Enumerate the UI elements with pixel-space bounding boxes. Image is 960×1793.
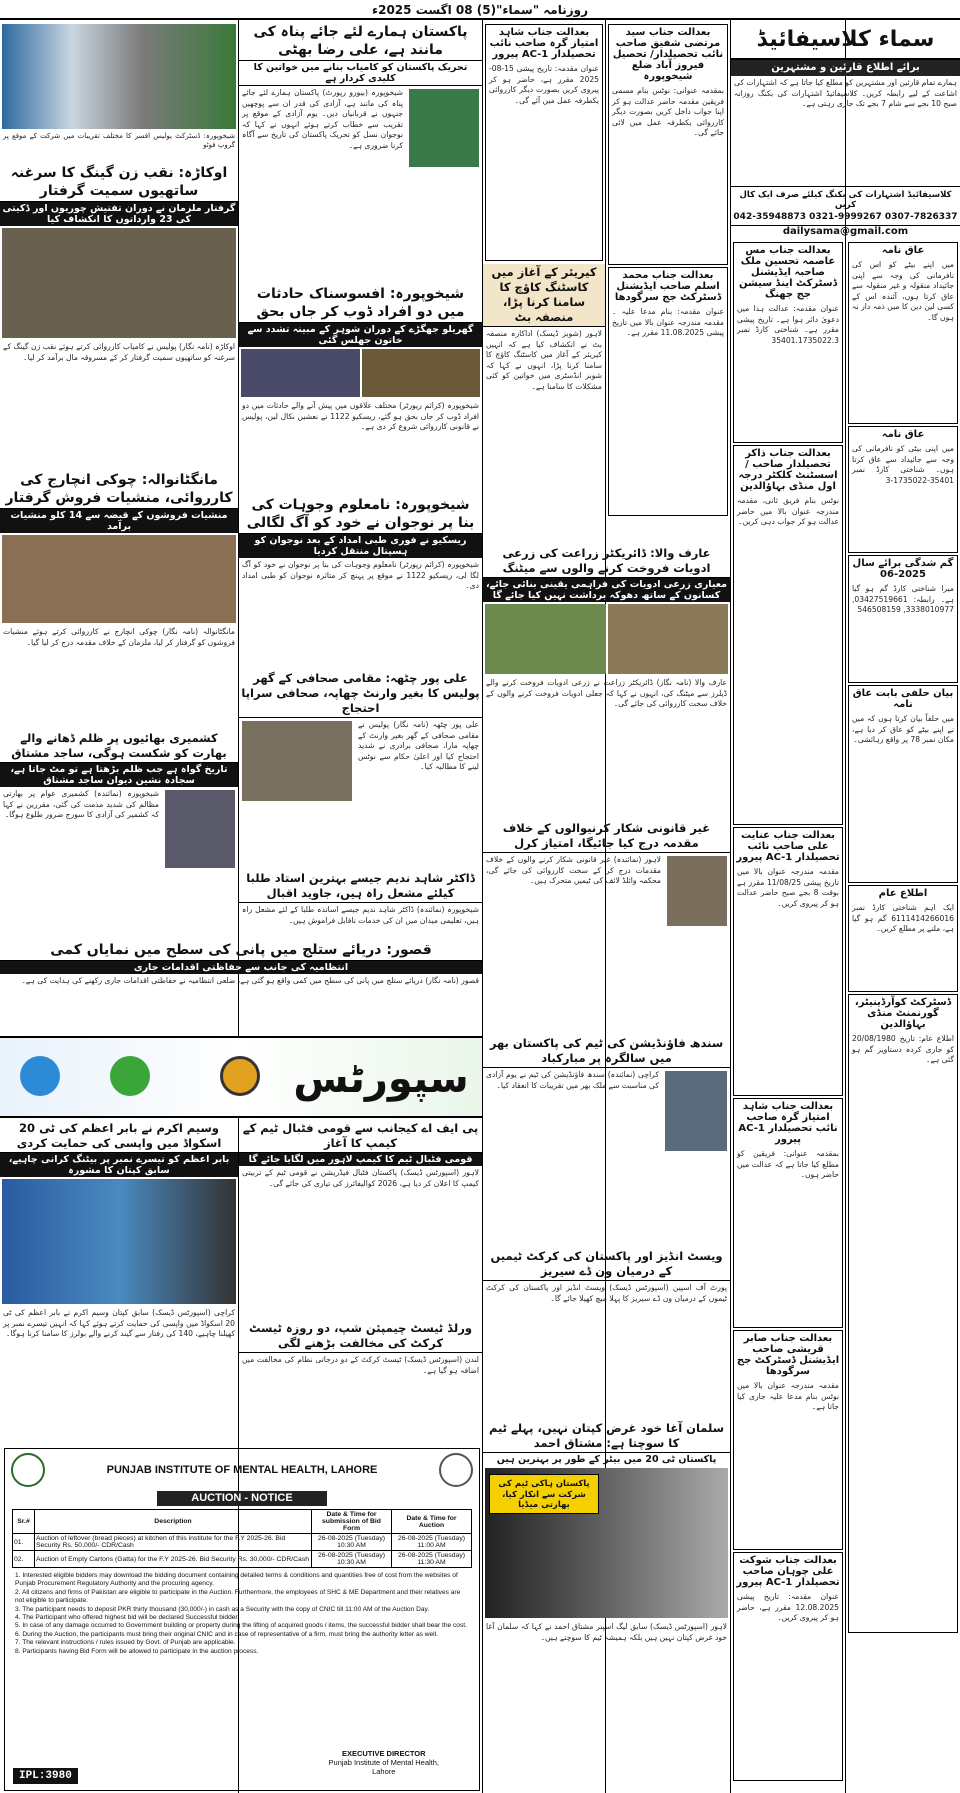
ipl-code: IPL:3980 (13, 1768, 78, 1784)
court-notice-body: عنوان مقدمہ: تاریخ پیشی 15-08-2025 مقرر ہے، حاضر ہو کر پیروی کریں بصورت دیگر کارروائی یکطرفہ عمل میں آئے گی۔ (489, 64, 599, 105)
headline: مانگٹانوالہ: چوکی انچارج کی کارروائی، منشیات فروش گرفتار (0, 470, 238, 509)
punjab-seal-icon (11, 1453, 45, 1487)
court-notice-title: بعدالت جناب عنایت علی صاحب نائب تحصیلدار AC-1 پیرور (736, 830, 840, 863)
article-westindies (483, 1248, 730, 1418)
headline: ویسٹ انڈیز اور پاکستان کی کرکٹ ٹیمیں کے درمیان ون ڈے سیریز (483, 1248, 730, 1281)
table-cell: 01. (13, 1534, 35, 1551)
subheadline: گرفتار ملزمان نے دوران تفتیش چوریوں اور ڈکیتی کی 23 وارداتوں کا انکشاف کیا (0, 202, 238, 226)
headline: سندھ فاؤنڈیشن کی ٹیم کی پاکستان بھر میں سالگرہ پر مبارکباد (483, 1035, 730, 1068)
headline: پاکستان ہمارے لئے جائے پناہ کی مانند ہے، علی رضا بھٹی (239, 22, 482, 61)
article-body: مانگٹانوالہ (نامہ نگار) چوکی انچارج نے کارروائی کرتے ہوئے منشیات فروشوں کو گرفتار کر لیا، ملزمان کے خلاف مقدمہ درج کر لیا گیا۔ (3, 627, 235, 647)
article-ali-raza (239, 22, 482, 284)
article-mangtanwala (0, 470, 238, 730)
table-cell: 26-08-2025 (Tuesday) 11:00 AM (392, 1534, 472, 1551)
court-notice-body: عنوان مقدمہ: بنام مدعا علیہ ۔ مقدمہ مندرجہ عنوان بالا میں تاریخ پیشی 11.08.2025 مقرر ہے۔ (612, 307, 724, 337)
news-photo (2, 228, 236, 338)
article-fire (239, 495, 482, 670)
auction-title: AUCTION - NOTICE (157, 1491, 327, 1506)
court-notice-title: بعدالت جناب شوکت علی چوہان صاحب تحصیلدار AC-1 پیرور (736, 1555, 840, 1588)
headline: ڈاکٹر شاہد ندیم جیسے بہترین استاد طلبا کیلئے مشعل راہ ہیں، جاوید اقبال (239, 870, 482, 903)
table-row (13, 1551, 472, 1568)
headline: شیخوپورہ: نامعلوم وجوہات کی بنا پر نوجوان نے خود کو آگ لگالی (239, 495, 482, 534)
subheadline: پاکستان ٹی 20 میں بیٹر کے طور پر بہترین ہیں (496, 1454, 717, 1465)
court-notice-body: بمقدمہ عنوانی: نوٹس بنام مسمی فریقین مقدمہ حاضر عدالت ہو کر اپنا جواب داخل کریں بصورت دیگر کارروائی یکطرفہ عمل میں لائی جائے گی۔ (612, 86, 724, 137)
classified-contact: کلاسیفائیڈ اشتہارات کی بکنگ کیلئے صرف ایک کال کریں (731, 186, 960, 212)
court-notice-title: بعدالت جناب شاہد امتیاز گرہ صاحب نائب تحصیلدار AC-1 پیرور (489, 27, 599, 60)
court-notice-title: بعدالت جناب مس عاصمہ تحسین ملک صاحبہ ایڈیشنل ڈسٹرکٹ اینڈ سیشن جج جھنگ (738, 245, 838, 300)
auction-term: 4. The Participant who offered highest bid will be declared Successful bidder. (15, 1614, 240, 1622)
portrait-photo (667, 856, 727, 926)
headline: سلمان آغا خود غرض کپتان نہیں، پہلے ٹیم کا سوچتا ہے: مشتاق احمد (483, 1420, 730, 1453)
auction-notice (4, 1448, 480, 1791)
notice-title: گم شدگی برائے سال 2025-06 (852, 558, 954, 580)
court-notice-body: عنوان مقدمہ: تاریخ پیشی 12.08.2025 مقرر ہے، حاضر ہو کر پیروی کریں۔ (737, 1592, 839, 1622)
article-body: کراچی (اسپورٹس ڈیسک) سابق کپتان وسیم اکرم نے بابر اعظم کی ٹی 20 اسکواڈ میں واپسی کی حمایت کرتے ہوئے کہا کہ انہیں تیسرے نمبر پر کھیلنا چاہیے، 140 کی رفتار سے گیند کرنے والے بولرز کا سامنا کرنا ہوگا۔ (3, 1308, 235, 1338)
article-hunting (483, 820, 730, 1035)
article-kasur (0, 940, 482, 1035)
article-journalist (239, 670, 482, 870)
subheadline: منشیات فروشوں کے قبضہ سے 14 کلو منشیات برآمد (0, 509, 238, 533)
court-notice (733, 242, 843, 443)
article-kashmir (0, 730, 238, 940)
article-casting (483, 264, 605, 544)
article-body: عارف والا (نامہ نگار) ڈائریکٹر زراعت نے زرعی ادویات فروخت کرنے والے ڈیلرز سے میٹنگ کی، انہوں نے کہا کہ جعلی ادویات فروخت کرنے والوں کے خلاف سخت کارروائی کی جائے گی۔ (486, 678, 727, 708)
headline: کیریئر کے آغاز میں کاسٹنگ کاؤچ کا سامنا کرنا پڑا، منصفہ بٹ (483, 264, 605, 327)
notice (848, 685, 958, 883)
news-photo (362, 349, 481, 397)
portrait-photo (665, 1071, 727, 1151)
article-body: لاہور (اسپورٹس ڈیسک) سابق لیگ اسپنر مشتاق احمد نے کہا کہ سلمان آغا خود غرض کپتان نہیں ہیں بلکہ ہمیشہ ٹیم کا سوچتے ہیں۔ (486, 1622, 727, 1642)
group-photo (2, 24, 236, 129)
court-notices-column-c (483, 22, 605, 262)
portrait-photo (409, 89, 479, 167)
table-cell: 26-08-2025 (Tuesday) 10:30 AM (312, 1534, 392, 1551)
classified-block (731, 22, 960, 237)
notice (848, 885, 958, 992)
court-notice-title: بعدالت جناب صابر قریشی صاحب ایڈیشنل ڈسٹرکٹ جج سرگودھا (736, 1333, 840, 1377)
court-notice (733, 1098, 843, 1328)
sport-figure-icon (20, 1056, 60, 1096)
court-notice-title: بعدالت جناب سید مرتضی شفیق صاحب نائب تحصیلدار/ تحصیل فیروز آباد ضلع شیخوپورہ (612, 27, 724, 82)
article-body: لندن (اسپورٹس ڈیسک) ٹیسٹ کرکٹ کے دو درجاتی نظام کی مخالفت میں اضافہ ہو گیا ہے۔ (242, 1355, 479, 1375)
court-notice (608, 267, 728, 516)
headline: قصور: دریائے ستلج میں پانی کی سطح میں نمایاں کمی (0, 940, 482, 961)
table-cell: Auction of leftover (bread pieces) at kitchen of this institute for the F.Y 2025-26. Bid Security Rs. 50,000/- CDR/Cash (35, 1534, 312, 1551)
auction-term: 2. All citizens and firms of Pakistan are eligible to participate in the Auction. Furthermore, the employees of SHC & ME Department and their relatives are not eligible to participate. (15, 1588, 461, 1605)
notice-body: میں اپنے بیٹے کو اس کی نافرمانی کی وجہ سے اپنی جائیداد منقولہ و غیر منقولہ سے عاق کرتا ہوں، آئندہ اس کے کسی لین دین کا میں ذمہ دار نہ ہوں گا۔ (852, 260, 954, 322)
article-body: شیخوپورہ (بیورو رپورٹ) پاکستان ہمارے لئے جائے پناہ کی مانند ہے، آزادی کی قدر ان سے پوچھیں جنہوں نے قربانیاں دیں۔ یوم آزادی کے موقع پر تقریب سے خطاب کرتے ہوئے انہوں نے کہا کہ نوجوان نسل کو تحریک پاکستان کی تاریخ سے آگاہ کرنا ضروری ہے۔ (242, 88, 403, 150)
article-body: شیخوپورہ (نمائندہ) ڈاکٹر شاہد ندیم جیسے اساتذہ طلبا کے لئے مشعل راہ ہیں، تعلیمی میدان میں ان کی خدمات ناقابل فراموش ہیں۔ (242, 905, 479, 925)
table-header-cell: Description (35, 1510, 312, 1534)
notice-body: میرا شناختی کارڈ گم ہو گیا ہے۔ رابطہ: 03427519661, 3338010977, 546508159 (852, 584, 954, 614)
article-body: لاہور (نمائندہ) غیر قانونی شکار کرنے والوں کے خلاف مقدمات درج کر کے سخت کارروائی کی جائے گی، محکمہ وائلڈ لائف کی ٹیمیں متحرک ہیں۔ (486, 855, 661, 885)
notice (848, 242, 958, 424)
court-notice-title: بعدالت جناب شاہد امتیاز گرہ صاحب نائب تحصیلدار AC-1 پیرور (738, 1101, 838, 1145)
auction-institute: PUNJAB INSTITUTE OF MENTAL HEALTH, LAHORE (106, 1464, 378, 1476)
cycling-icon (110, 1056, 150, 1096)
news-photo (608, 604, 729, 674)
auction-table (12, 1509, 472, 1568)
portrait-photo (165, 790, 235, 868)
table-cell: 26-08-2025 (Tuesday) 10:30 AM (312, 1551, 392, 1568)
court-notice-body: مقدمہ مندرجہ عنوان بالا میں نوٹس بنام مدعا علیہ جاری کیا جاتا ہے۔ (737, 1381, 839, 1411)
article-wtc (239, 1320, 482, 1445)
article-agriculture (483, 545, 730, 820)
headline: غیر قانونی شکار کرنیوالوں کے خلاف مقدمہ درج کیا جائیگا، امتیاز کرل (483, 820, 730, 853)
news-photo (485, 604, 606, 674)
article-body: لاہور (شوبز ڈیسک) اداکارہ منصفہ بٹ نے انکشاف کیا ہے کہ انہیں کیریئر کے آغاز میں کاسٹنگ کاؤچ کا سامنا کرنا پڑا، انہوں نے کہا کہ شوبز انڈسٹری میں خواتین کو کئی مشکلات کا سامنا ہے۔ (486, 329, 602, 391)
classified-phones: 042-35948873 0321-9999267 0307-7826337 (733, 212, 958, 222)
article-body: لاہور (اسپورٹس ڈیسک) پاکستان فٹبال فیڈریشن نے قومی ٹیم کے تربیتی کیمپ کا اعلان کر دیا ہے، 2026 کوالیفائرز کی تیاری کی جائے گی۔ (242, 1168, 479, 1188)
signature-city: Lahore (372, 1767, 396, 1776)
article-okara (0, 163, 238, 468)
headline: وسیم اکرم نے بابر اعظم کی ٹی 20 اسکواڈ میں واپسی کی حمایت کردی (0, 1120, 238, 1153)
auction-table-header (13, 1510, 472, 1534)
classified-body: ہمارے تمام قارئین اور مشتہرین کو مطلع کیا جاتا ہے کہ اشتہارات کی اشاعت کے لیے رابطہ کریں۔ کلاسیفائیڈ اشتہارات کی بکنگ روزانہ صبح 10 بجے سے شام 7 بجے تک جاری رہتی ہے۔ (734, 78, 957, 108)
table-cell: 02. (13, 1551, 35, 1568)
sports-banner (0, 1036, 482, 1118)
auction-term: 8. Participants having Bid Form will be allowed to participate in the auction process. (15, 1647, 259, 1655)
notice-body: اطلاع عام: تاریخ 20/08/1980 کو جاری کردہ دستاویز گم ہو گئی ہے۔ (852, 1034, 954, 1064)
article-body: شیخوپورہ (کرائم رپورٹر) مختلف علاقوں میں پیش آنے والے حادثات میں دو افراد ڈوب کر جاں بحق ہو گئے، ریسکیو 1122 نے نعشیں نکال لیں، پولیس نے قانونی کارروائی شروع کر دی ہے۔ (242, 401, 480, 431)
notice (848, 555, 958, 683)
court-notice-body: بمقدمہ عنوانی: فریقین کو مطلع کیا جاتا ہے کہ عدالت میں حاضر ہوں۔ (737, 1149, 839, 1179)
notice-title: عاق نامہ (881, 245, 925, 256)
signature-org: Punjab Institute of Mental Health, (328, 1758, 439, 1767)
notice-title: اطلاع عام (878, 888, 928, 899)
article-body: پورٹ آف اسپین (اسپورٹس ڈیسک) ویسٹ انڈیز اور پاکستان کی کرکٹ ٹیموں کے درمیان ون ڈے سیریز کا پہلا میچ کھیلا جائے گا۔ (486, 1283, 727, 1303)
article-salman-agha (483, 1420, 730, 1793)
institute-logo-icon (439, 1453, 473, 1487)
table-header-cell: Date & Time for Auction (392, 1510, 472, 1534)
headline: اوکاڑہ: نقب زن گینگ کا سرغنہ ساتھیوں سمیت گرفتار (0, 163, 238, 202)
headline: عارف والا: ڈائریکٹر زراعت کی زرعی ادویات فروخت کرنے والوں سے میٹنگ (483, 545, 730, 578)
notice-title: عاق نامہ (881, 429, 925, 440)
headline: علی پور چٹھہ: مقامی صحافی کے گھر پولیس کا بغیر وارنٹ چھاپہ، صحافی سراپا احتجاج (239, 670, 482, 718)
subheadline: معیاری زرعی ادویات کی فراہمی یقینی بنائی جائے، کسانوں کے ساتھ دھوکہ برداشت نہیں کیا جائے گا (483, 578, 730, 602)
classified-title: سماء کلاسیفائیڈ (731, 22, 960, 60)
cricket-photo (2, 1179, 236, 1304)
notice-body: میں اپنی بیٹی کو نافرمانی کی وجہ سے جائیداد سے عاق کرتا ہوں۔ شناختی کارڈ نمبر 35401-1735022-3 (852, 444, 954, 485)
article-drowning (239, 284, 482, 494)
subheadline: تاریخ گواہ ہے جب ظلم بڑھتا ہے تو مٹ جاتا ہے، سجادہ نشین دیوان ساجد مشتاق (0, 763, 238, 787)
subheadline: ریسکیو نے فوری طبی امداد کے بعد نوجوان کو ہسپتال منتقل کردیا (239, 534, 482, 558)
article-body: علی پور چٹھہ (نامہ نگار) پولیس نے مقامی صحافی کے گھر بغیر وارنٹ کے چھاپہ مارا، صحافی برادری نے شدید احتجاج کیا اور اعلیٰ حکام سے نوٹس لینے کا مطالبہ کیا۔ (358, 720, 479, 771)
court-notices-column-b (606, 22, 730, 542)
court-notice-title: بعدالت جناب محمد اسلم صاحب ایڈیشنل ڈسٹرکٹ جج سرگودھا (614, 270, 722, 303)
auction-term: 7. The relevant instructions / rules issued by Govt. of Punjab are applicable. (15, 1639, 236, 1647)
sports-banner-title: سپورٹس (293, 1056, 469, 1102)
highlight-badge: پاکستان ہاکی ٹیم کی شرکت سے انکار کیا، بھارتی میڈیا (489, 1474, 599, 1514)
subheadline: انتظامیہ کی جانب سے حفاظتی اقدامات جاری (0, 961, 482, 974)
court-notice (733, 1552, 843, 1781)
news-photo (242, 721, 352, 801)
subheadline: گھریلو جھگڑے کے دوران شوہر کے مبینہ تشدد سے خاتون جھلس گئی (239, 323, 482, 347)
table-cell: 26-08-2025 (Tuesday) 11:30 AM (392, 1551, 472, 1568)
notice-body: ایک اہم شناختی کارڈ نمبر 6111414266016 گم ہو گیا ہے، ملنے پر مطلع کریں۔ (852, 903, 954, 933)
notice (848, 426, 958, 553)
photo-group-block (0, 22, 238, 162)
article-body: قصور (نامہ نگار) دریائے ستلج میں پانی کی سطح میں کمی واقع ہو گئی ہے، ضلعی انتظامیہ نے حفاظتی اقدامات جاری رکھنے کی ہدایت کی ہے۔ (21, 976, 479, 985)
court-notice-body: عنوان مقدمہ: عدالت ہذا میں دعویٰ دائر ہوا ہے۔ تاریخ پیشی مقرر ہے۔ شناختی کارڈ نمبر 35401.1735022.3 (737, 304, 839, 345)
auction-term: 1. Interested eligible bidders may download the bidding document containing detailed terms & conditions and quantities free of cost from the websites of Punjab Procurement Regulatory Authority and the procuring agency. (15, 1572, 458, 1588)
court-notice (485, 24, 603, 261)
subheadline: تحریک پاکستان کو کامیاب بنانے میں خواتین کا کلیدی کردار ہے (239, 61, 482, 86)
article-foundation (483, 1035, 730, 1245)
signature-title: EXECUTIVE DIRECTOR (341, 1749, 426, 1758)
article-body: شیخوپورہ (نمائندہ) کشمیری عوام پر بھارتی مظالم کی شدید مذمت کی گئی، مقررین نے کہا کہ کشمیر کی آزادی کا سورج ضرور طلوع ہوگا۔ (3, 789, 159, 819)
table-row (13, 1534, 472, 1551)
headline: کشمیری بھائیوں پر ظلم ڈھانے والے بھارت کو شکست ہوگی، ساجد مشتاق (0, 730, 238, 763)
right-notices-column (846, 240, 960, 1793)
subheadline: قومی فٹبال ٹیم کا کیمپ لاہور میں لگایا جائے گا (239, 1153, 482, 1166)
article-wasim-babar (0, 1120, 238, 1445)
article-body: اوکاڑہ (نامہ نگار) پولیس نے کامیاب کارروائی کرتے ہوئے نقب زن گینگ کے سرغنہ کو ساتھیوں سمیت گرفتار کر کے مسروقہ مال برآمد کر لیا۔ (3, 342, 235, 362)
auction-term: 6. During the Auction, the participants must bring their original CNIC and in case of representative of a firm, must bring the authority letter as well. (15, 1630, 438, 1638)
classified-subtitle: برائے اطلاع قارئین و مشتہرین (731, 60, 960, 76)
court-notice (733, 1330, 843, 1550)
court-notice (733, 445, 843, 825)
subheadline: بابر اعظم کو تیسرے نمبر پر بیٹنگ کرانی چاہیے، سابق کپتان کا مشورہ (0, 1153, 238, 1177)
table-header-cell: Sr.# (13, 1510, 35, 1534)
auction-signature (329, 1749, 439, 1776)
auction-terms (5, 1568, 479, 1660)
football-icon (220, 1056, 260, 1096)
masthead: روزنامہ "سماء"(5) 08 اگست 2025ء (0, 0, 960, 20)
court-notice-body: نوٹس بنام فریق ثانی، مقدمہ مندرجہ عنوان بالا میں حاضر عدالت ہو کر جواب دہی کریں۔ (737, 496, 839, 526)
classified-email: dailysama@gmail.com (731, 225, 960, 237)
court-notice (733, 827, 843, 1096)
headline: پی ایف اے کیجانب سے قومی فٹبال ٹیم کے کیمپ کا آغاز (239, 1120, 482, 1153)
table-header-cell: Date & Time for submission of Bid Form (312, 1510, 392, 1534)
news-photo (241, 349, 360, 397)
notice-title: بیان حلفی بابت عاق نامہ (852, 688, 954, 710)
headline: شیخوپورہ: افسوسناک حادثات میں دو افراد ڈوب کر جاں بحق (239, 284, 482, 323)
news-photo (2, 535, 236, 623)
court-notice-title: بعدالت جناب ذاکر تحصیلدار صاحب / اسسٹنٹ کلکٹر درجہ اول منڈی بہاؤالدین (738, 448, 838, 492)
notice-title: ڈسٹرکٹ کوآرڈینیٹر، گورنمنٹ منڈی بہاؤالدین (854, 997, 952, 1030)
article-body: شیخوپورہ (کرائم رپورٹر) نامعلوم وجوہات کی بنا پر نوجوان نے خود کو آگ لگا لی، ریسکیو 1122 نے موقع پر پہنچ کر متاثرہ نوجوان کو طبی امداد دی۔ (242, 560, 479, 590)
notice-body: میں حلفاً بیان کرتا ہوں کہ میں نے اپنے بیٹے کو عاق کر دیا ہے، مکان نمبر 78 پر واقع رہائشی۔ (852, 714, 954, 744)
photo-caption: شیخوپورہ: ڈسٹرکٹ پولیس افسر کا مختلف تقریبات میں شرکت کے موقع پر گروپ فوٹو (3, 132, 235, 149)
headline: ورلڈ ٹیسٹ چیمپئن شپ، دو روزہ ٹیسٹ کرکٹ کی مخالفت بڑھنے لگی (239, 1320, 482, 1353)
article-body: کراچی (نمائندہ) سندھ فاؤنڈیشن کی ٹیم نے یوم آزادی کی مناسبت سے ملک بھر میں تقریبات کا انعقاد کیا۔ (486, 1070, 659, 1090)
auction-term: 3. The participant needs to deposit PKR thirty thousand (30,000/-) in cash as a Security with the copy of CNIC till 11:00 AM of the Auction Day. (15, 1605, 430, 1613)
auction-term: 5. In case of any damage occurred to Government building or property during the lifting of acquired goods / items, the successful bidder shall bear the cost. (15, 1622, 467, 1630)
notice (848, 994, 958, 1633)
court-notices-column-a (731, 240, 845, 1793)
court-notice (608, 24, 728, 265)
court-notice-body: مقدمہ مندرجہ عنوان بالا میں تاریخ پیشی 11/08/25 مقرر ہے بوقت 8 بجے صبح حاضر عدالت ہو کر پیروی کریں۔ (737, 867, 839, 908)
table-cell: Auction of Empty Cartons (Gatta) for the F.Y 2025-26. Bid Security Rs. 30,000/- CDR/Cash (35, 1551, 312, 1568)
article-pff (239, 1120, 482, 1320)
